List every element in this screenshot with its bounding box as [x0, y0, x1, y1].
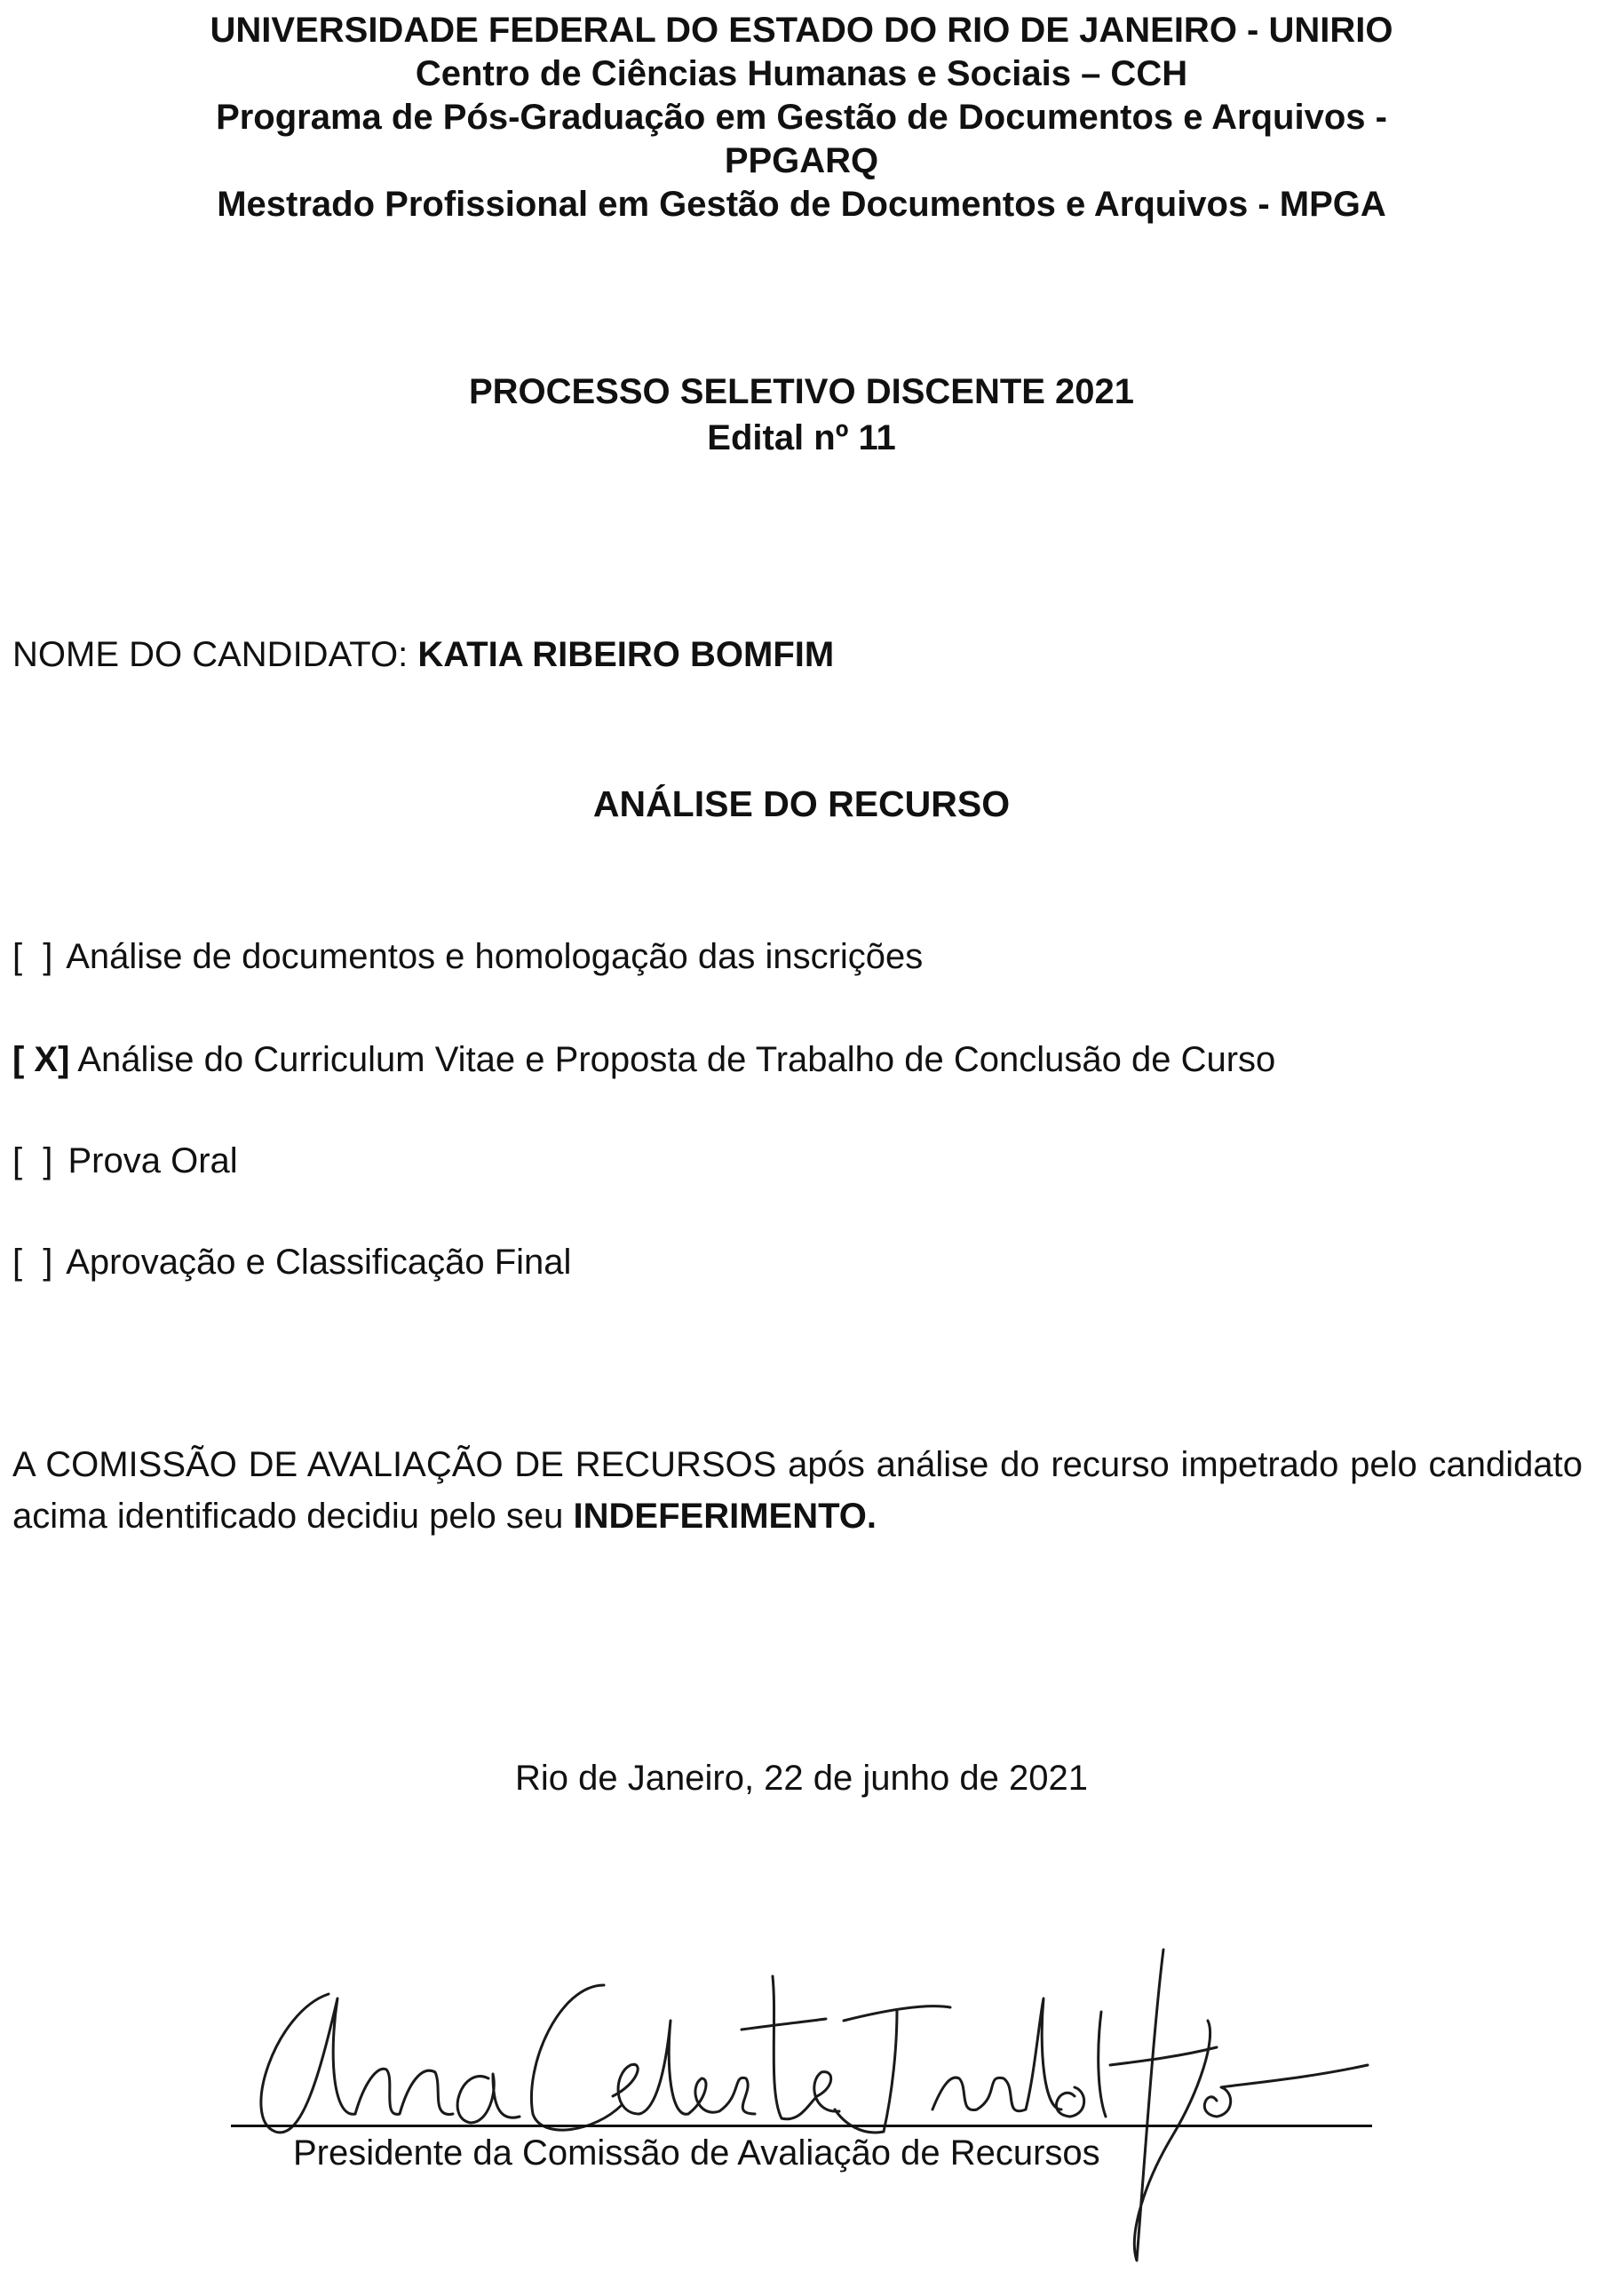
decision-text: A COMISSÃO DE AVALIAÇÃO DE RECURSOS após análise do recurso impetrado pelo candidato acima identificado decidiu pelo seu — [12, 1445, 1583, 1536]
option-oral-exam — [12, 1139, 238, 1183]
signature-caption: Presidente da Comissão de Avaliação de Recursos — [293, 2133, 1100, 2173]
option-label: Prova Oral — [67, 1141, 238, 1180]
option-label: Análise do Curriculum Vitae e Proposta de Trabalho de Conclusão de Curso — [77, 1040, 1276, 1079]
option-checkbox: [ X] — [12, 1040, 70, 1079]
place-date: Rio de Janeiro, 22 de junho de 2021 — [515, 1759, 1088, 1798]
analysis-title: ANÁLISE DO RECURSO — [592, 783, 1011, 824]
option-final-classification — [12, 1240, 571, 1284]
handwritten-signature — [222, 1914, 1377, 2269]
signature-block — [222, 1914, 1377, 2269]
option-document-analysis — [12, 934, 923, 979]
signature-line — [231, 2125, 1372, 2127]
masters-name: Mestrado Profissional em Gestão de Documentos e Arquivos - MPGA — [217, 185, 1386, 224]
option-checkbox: [ ] — [12, 937, 59, 976]
document-header — [0, 9, 1603, 226]
university-name: UNIVERSIDADE FEDERAL DO ESTADO DO RIO DE JANEIRO - UNIRIO — [210, 11, 1393, 50]
edital-number: Edital nº 11 — [707, 418, 896, 457]
option-label: Análise de documentos e homologação das inscrições — [66, 937, 924, 976]
option-label: Aprovação e Classificação Final — [66, 1243, 572, 1282]
program-name-line1: Programa de Pós-Graduação em Gestão de Documentos e Arquivos - — [216, 98, 1387, 137]
process-title-block — [0, 369, 1603, 461]
option-cv-analysis — [12, 1037, 1275, 1082]
center-name: Centro de Ciências Humanas e Sociais – CCH — [415, 54, 1188, 93]
candidate-label: NOME DO CANDIDATO: — [12, 635, 409, 674]
process-title: PROCESSO SELETIVO DISCENTE 2021 — [468, 372, 1135, 411]
option-checkbox: [ ] — [12, 1141, 59, 1180]
decision-result: INDEFERIMENTO. — [573, 1497, 877, 1536]
option-checkbox: [ ] — [12, 1243, 59, 1282]
candidate-line — [12, 632, 834, 677]
program-name-line2: PPGARQ — [724, 141, 879, 180]
decision-paragraph — [12, 1439, 1583, 1542]
candidate-name: KATIA RIBEIRO BOMFIM — [417, 635, 835, 674]
